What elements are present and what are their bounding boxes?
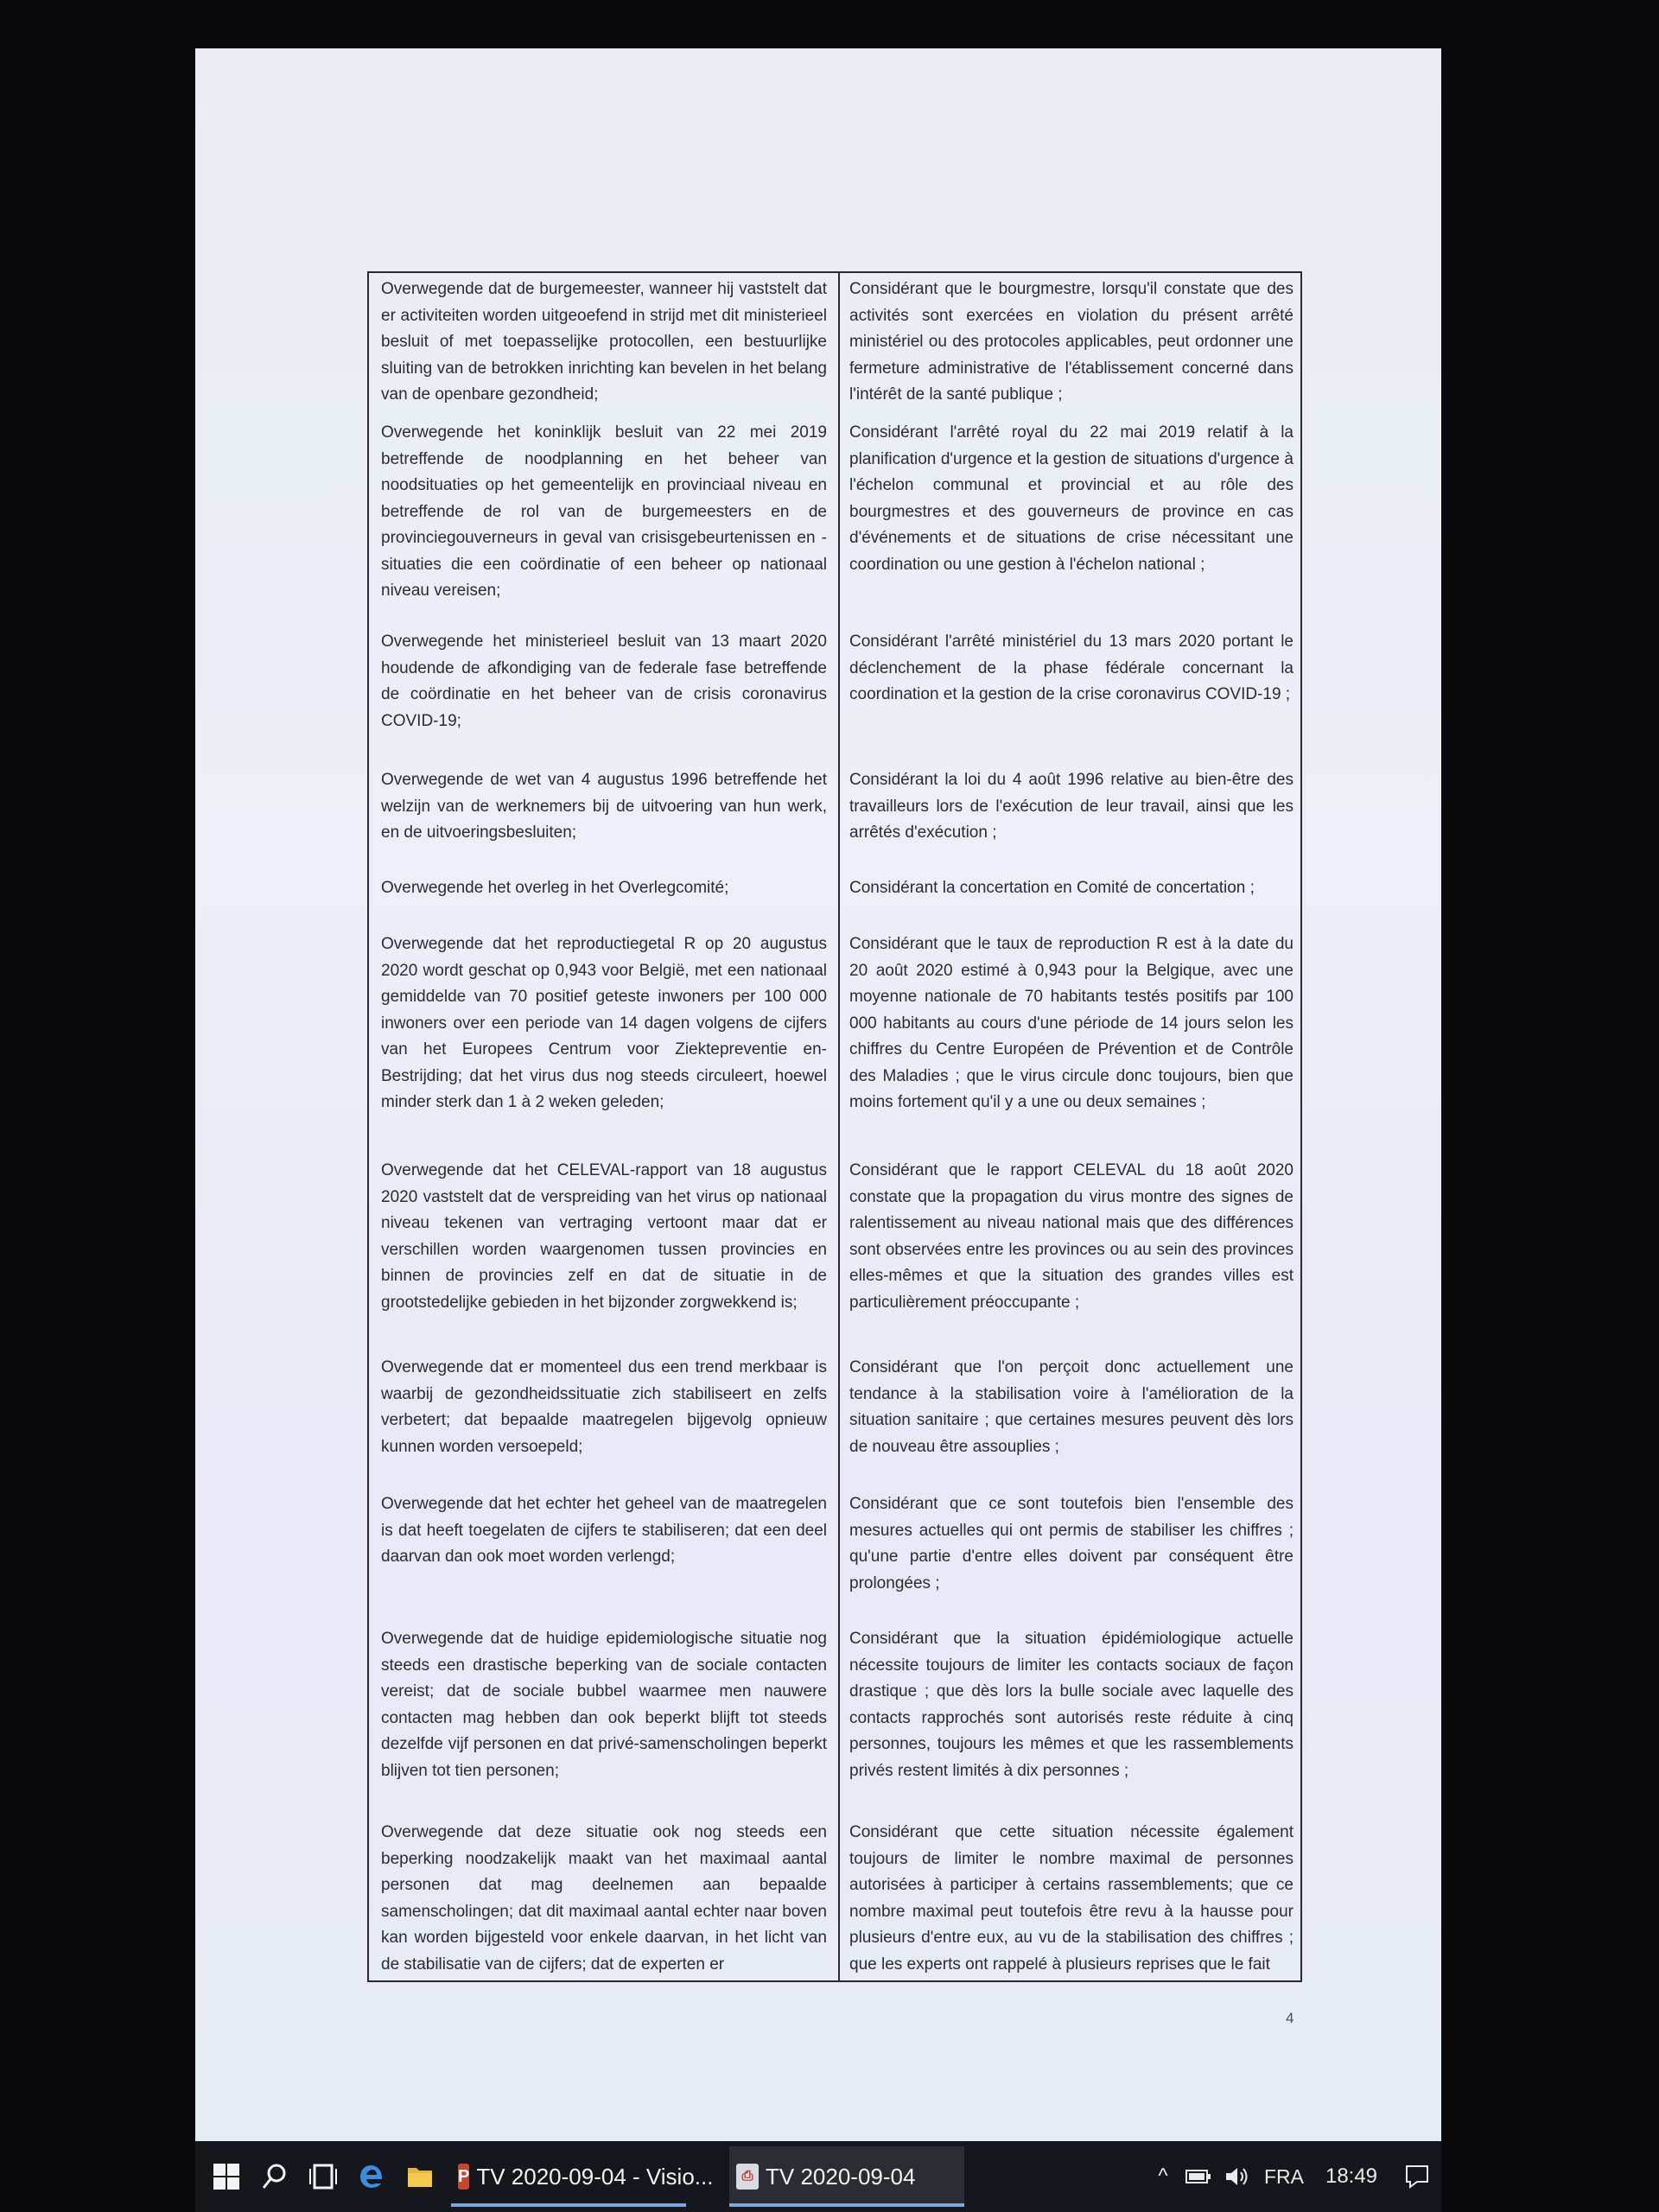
edge-browser-icon[interactable] (347, 2141, 396, 2212)
task-view-icon[interactable] (299, 2141, 347, 2212)
paragraph-fr-2: Considérant l'arrêté royal du 22 mai 2019 relatif à la planification d'urgence et la gestion de situations d'urgence à l'échelon communal et provincial et au rôle des bourgmestres et des gouverneurs de province en cas d'événements et de situations de crise nécessitant une coordination ou une gestion à l'échelon national ; (849, 423, 1294, 574)
column-divider (838, 273, 840, 1980)
paragraph-fr-1: Considérant que le bourgmestre, lorsqu'il constate que des activités sont exercées en violation du présent arrêté ministériel ou des protocoles applicables, peut ordonner une fermeture administrative de l'établissement concerné dans l'intérêt de la santé publique ; (849, 280, 1294, 404)
paragraph-fr-10: Considérant que la situation épidémiologique actuelle nécessite toujours de limiter les contacts sociaux de façon drastique ; que dès lors la bulle sociale avec laquelle des contacts rapprochés sont autorisés reste réduite à cinq personnes, toujours les mêmes et que les rassemblements privés restent limités à dix personnes ; (849, 1630, 1294, 1780)
paragraph-fr-9: Considérant que ce sont toutefois bien l'ensemble des mesures actuelles qui ont permis de stabiliser les chiffres ; qu'une partie d'entre elles doivent par conséquent être prolongées ; (849, 1495, 1294, 1592)
taskbar-app-powerpoint[interactable] (451, 2146, 714, 2207)
taskbar-app-pdf[interactable] (729, 2146, 964, 2207)
clock[interactable]: 18:49 (1325, 2164, 1378, 2188)
bilingual-table (367, 271, 1302, 1982)
search-icon[interactable] (251, 2141, 299, 2212)
paragraph-nl-1: Overwegende dat de burgemeester, wanneer hij vaststelt dat er activiteiten worden uitgeoefend in strijd met dit ministerieel besluit of met toepasselijke protocollen, een bestuurlijke sluiting van de betrokken inrichting kan bevelen in het belang van de openbare gezondheid; (381, 280, 827, 404)
notification-center-icon[interactable] (1393, 2141, 1441, 2212)
page-number: 4 (1286, 2010, 1294, 2026)
taskbar-app-label: TV 2020-09-04 (766, 2163, 916, 2190)
paragraph-nl-2: Overwegende het koninklijk besluit van 22 mei 2019 betreffende de noodplanning en het beheer van noodsituaties op het gemeentelijk en provinciaal niveau en betreffende de rol van de burgemeesters en de provinciegouverneurs in geval van crisisgebeurtenissen en -situaties die een coördinatie of een beheer op nationaal niveau vereisen; (381, 423, 827, 600)
paragraph-nl-11: Overwegende dat deze situatie ook nog steeds een beperking noodzakelijk maakt van het maximaal aantal personen dat mag deelnemen aan bepaalde samenscholingen; dat dit maximaal aantal echter naar boven kan worden bijgesteld voor enkele daarvan, in het licht van de stabilisatie van de cijfers; dat de experten er (381, 1823, 827, 1974)
file-explorer-icon[interactable] (396, 2141, 444, 2212)
taskbar-app-label: TV 2020-09-04 - Visio... (476, 2163, 714, 2190)
paragraph-nl-3: Overwegende het ministerieel besluit van 13 maart 2020 houdende de afkondiging van de federale fase betreffende de coördinatie en het beheer van de crisis coronavirus COVID-19; (381, 632, 827, 730)
paragraph-fr-3: Considérant l'arrêté ministériel du 13 mars 2020 portant le déclenchement de la phase fédérale concernant la coordination et la gestion de la crise coronavirus COVID-19 ; (849, 632, 1294, 703)
paragraph-nl-7: Overwegende dat het CELEVAL-rapport van 18 augustus 2020 vaststelt dat de verspreiding van het virus op nationaal niveau tekenen van vertraging vertoont maar dat er verschillen worden waargenomen tussen provincies en binnen de provincies zelf en dat de situatie in de grootstedelijke gebieden in het bijzonder zorgwekkend is; (381, 1161, 827, 1312)
paragraph-fr-5: Considérant la concertation en Comité de concertation ; (849, 879, 1255, 897)
input-language-indicator[interactable]: FRA (1264, 2164, 1304, 2188)
paragraph-nl-9: Overwegende dat het echter het geheel van de maatregelen is dat heeft toegelaten de cijfers te stabiliseren; dat een deel daarvan dan ook moet worden verlengd; (381, 1495, 827, 1566)
pdf-icon: ⎙ (736, 2164, 759, 2190)
powerpoint-icon: P (458, 2164, 469, 2190)
active-indicator (729, 2203, 964, 2207)
paragraph-nl-8: Overwegende dat er momenteel dus een trend merkbaar is waarbij de gezondheidssituatie zich stabiliseert en zelfs verbetert; dat bepaalde maatregelen bijgevolg opnieuw kunnen worden versoepeld; (381, 1358, 827, 1456)
battery-icon[interactable] (1180, 2141, 1217, 2212)
paragraph-nl-4: Overwegende de wet van 4 augustus 1996 betreffende het welzijn van de werknemers bij de uitvoering van hun werk, en de uitvoeringsbesluiten; (381, 771, 827, 842)
paragraph-fr-11: Considérant que cette situation nécessite également toujours de limiter le nombre maximal de personnes autorisées à participer à certains rassemblements; que ce nombre maximal peut toutefois être revu à la hausse pour plusieurs d'entre eux, au vu de la stabilisation des chiffres ; que les experts ont rappelé à plusieurs reprises que le fait (849, 1823, 1294, 1974)
show-hidden-icons-chevron-icon[interactable]: ^ (1158, 2164, 1168, 2188)
paragraph-fr-8: Considérant que l'on perçoit donc actuellement une tendance à la stabilisation voire à l'amélioration de la situation sanitaire ; que certaines mesures peuvent dès lors de nouveau être assouplies ; (849, 1358, 1294, 1456)
system-tray (1146, 2141, 1441, 2212)
volume-icon[interactable] (1217, 2141, 1258, 2212)
paragraph-nl-5: Overwegende het overleg in het Overlegcomité; (381, 879, 729, 897)
active-indicator (451, 2203, 686, 2207)
taskbar (195, 2141, 1441, 2212)
paragraph-fr-4: Considérant la loi du 4 août 1996 relative au bien-être des travailleurs lors de l'exécution de leur travail, ainsi que les arrêtés d'exécution ; (849, 771, 1294, 842)
windows-start-icon[interactable] (202, 2141, 251, 2212)
paragraph-fr-7: Considérant que le rapport CELEVAL du 18 août 2020 constate que la propagation du virus montre des signes de ralentissement au niveau national mais que des différences sont observées entre les provinces ou au sein des provinces elles-mêmes et que la situation des grandes villes est particulièrement préoccupante ; (849, 1161, 1294, 1312)
paragraph-fr-6: Considérant que le taux de reproduction R est à la date du 20 août 2020 estimé à 0,943 pour la Belgique, avec une moyenne nationale de 70 habitants testés positifs par 100 000 habitants au cours d'une période de 14 jours selon les chiffres du Centre Européen de Prévention et de Contrôle des Maladies ; que le virus circule donc toujours, bien que moins fortement qu'il y a une ou deux semaines ; (849, 935, 1294, 1111)
paragraph-nl-6: Overwegende dat het reproductiegetal R op 20 augustus 2020 wordt geschat op 0,943 voor België, met een nationaal gemiddelde van 70 positief geteste inwoners per 100 000 inwoners over een periode van 14 dagen volgens de cijfers van het Europees Centrum voor Ziektepreventie en-Bestrijding; dat het virus dus nog steeds circuleert, hoewel minder sterk dan 1 à 2 weken geleden; (381, 935, 827, 1111)
document-viewer[interactable] (195, 48, 1441, 2141)
paragraph-nl-10: Overwegende dat de huidige epidemiologische situatie nog steeds een drastische beperking van de sociale contacten vereist; dat de sociale bubbel waarmee men nauwere contacten mag hebben dan ook beperkt blijft tot steeds dezelfde vijf personen en dat privé-samenscholingen beperkt blijven tot tien personen; (381, 1630, 827, 1780)
